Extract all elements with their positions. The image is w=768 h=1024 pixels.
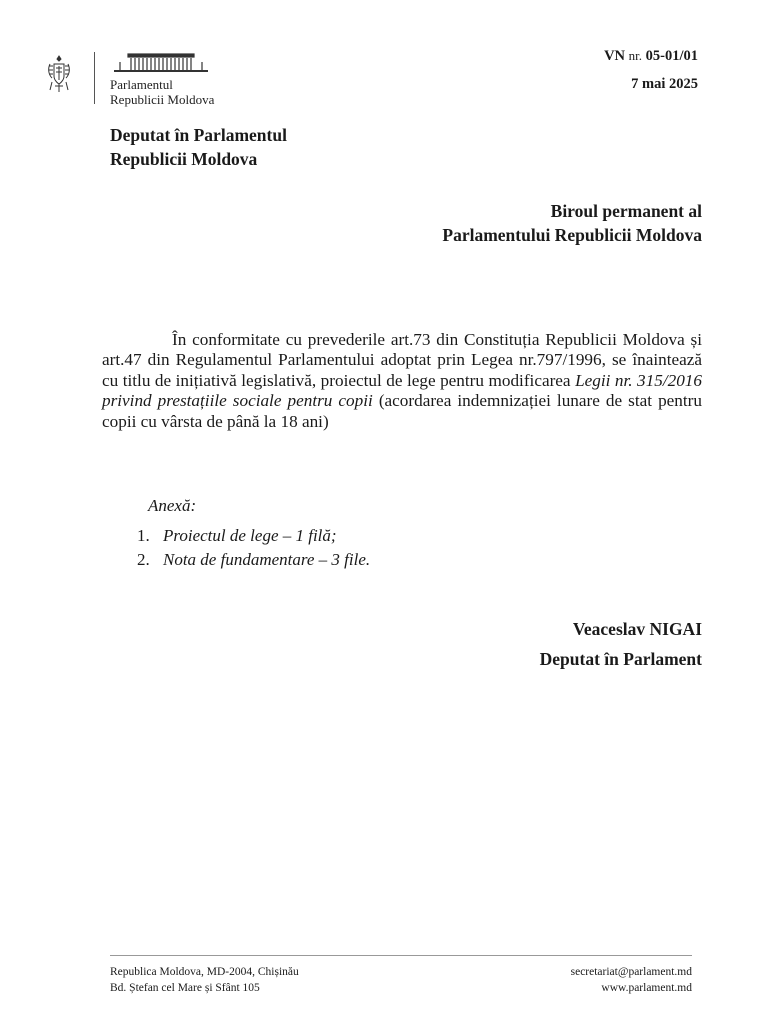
- footer-email[interactable]: secretariat@parlament.md: [570, 966, 692, 978]
- list-item: [137, 548, 370, 572]
- parliament-building-logo: [112, 52, 210, 74]
- list-item: [137, 524, 370, 548]
- list-item-number: 2.: [137, 550, 150, 569]
- annex-label: Anexă:: [148, 496, 197, 515]
- footer-divider: [110, 955, 692, 956]
- reference-number: 05-01/01: [645, 48, 698, 64]
- parliament-name-line2: Republicii Moldova: [110, 92, 215, 107]
- body-paragraph: [102, 330, 702, 432]
- reference-number-line: [604, 42, 698, 70]
- signatory-title: Deputat în Parlament: [539, 649, 702, 669]
- signatory-name: Veaceslav NIGAI: [572, 619, 702, 639]
- sender-line2: Republicii Moldova: [110, 149, 258, 169]
- document-date: 7 mai 2025: [631, 76, 698, 92]
- list-item-text: Nota de fundamentare – 3 file.: [163, 550, 371, 569]
- footer-website[interactable]: www.parlament.md: [601, 982, 692, 994]
- footer-address-line1: Republica Moldova, MD-2004, Chișinău: [110, 966, 299, 978]
- sender-block: [110, 123, 287, 171]
- recipient-block: [442, 199, 702, 247]
- footer-contacts: [571, 964, 692, 996]
- list-item-number: 1.: [137, 526, 150, 545]
- coat-of-arms-logo: [46, 54, 72, 94]
- recipient-line2: Parlamentului Republicii Moldova: [442, 225, 702, 245]
- reference-nr-label: nr.: [628, 48, 643, 63]
- law-title: Legii nr. 315/2016 privind prestațiile sociale pentru copii: [102, 370, 702, 411]
- reference-prefix: VN: [604, 48, 626, 64]
- header-divider: [94, 52, 95, 104]
- parliament-name: [110, 77, 214, 107]
- footer-address-line2: Bd. Ștefan cel Mare și Sfânt 105: [110, 982, 260, 994]
- document-reference: [604, 42, 698, 98]
- parliament-name-line1: Parlamentul: [110, 77, 173, 92]
- footer-address: [110, 964, 299, 996]
- sender-line1: Deputat în Parlamentul: [110, 125, 287, 145]
- body-text-part2: (acordarea indemnizației lunare de stat pentru copii cu vârsta de până la 18 ani): [102, 391, 702, 431]
- annex-list: [137, 524, 370, 572]
- body-text-part1: În conformitate cu prevederile art.73 din Constituția Republicii Moldova și art.47 din Regulamentul Parlamentului adoptat prin Legea nr.797/1996, se înaintează cu titlu de inițiativă legislativă, proiectul de lege pentru modificarea: [102, 330, 702, 390]
- signature-block: [540, 614, 702, 674]
- recipient-line1: Biroul permanent al: [550, 201, 702, 221]
- list-item-text: Proiectul de lege – 1 filă;: [163, 526, 337, 545]
